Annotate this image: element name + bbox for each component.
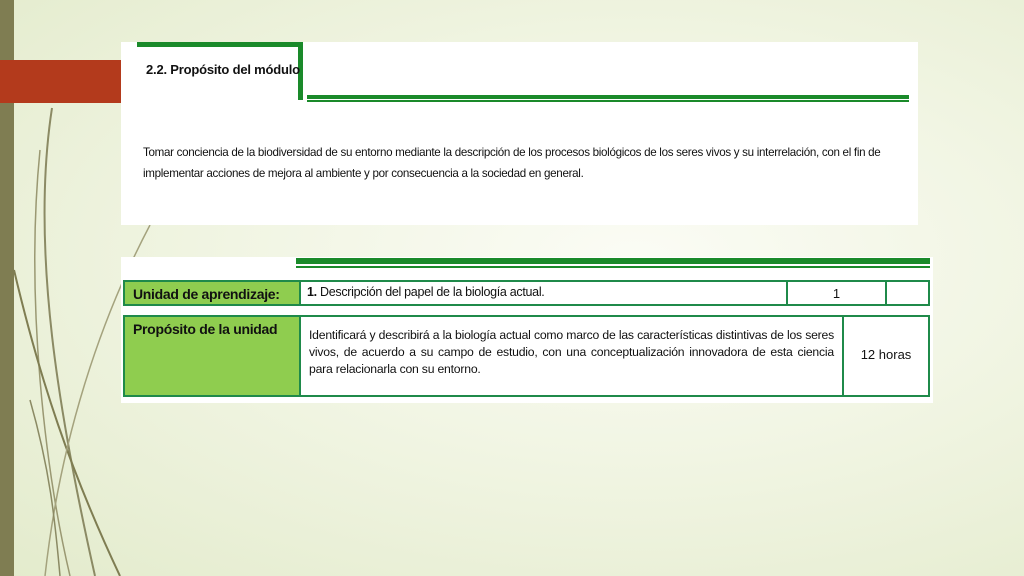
unit-table-panel	[121, 257, 933, 403]
unit-purpose-label: Propósito de la unidad	[125, 317, 301, 395]
unit-hours: 12 horas	[860, 347, 912, 362]
unit-row	[123, 280, 930, 306]
unit-name-cell	[301, 282, 788, 304]
unit-purpose-text: Identificará y describirá a la biología actual como marco de las características distintivas de los seres vivos, de acuerdo a su campo de estudio, con una conceptualización innovadora de esta ciencia para relacionarla con su entorno.	[301, 317, 844, 395]
heading-rule	[307, 95, 909, 99]
unit-name: Descripción del papel de la biología actual.	[320, 285, 545, 299]
table-top-rule	[296, 258, 930, 264]
slide-marker	[0, 60, 122, 103]
empty-cell	[887, 282, 928, 304]
unit-purpose-row	[123, 315, 930, 397]
table-top-rule-thin	[296, 266, 930, 268]
module-purpose-panel	[121, 42, 918, 225]
module-purpose-text: Tomar conciencia de la biodiversidad de su entorno mediante la descripción de los procesos biológicos de los seres vivos y su interrelación, con el fin de implementar acciones de mejora al ambiente y por consecuencia a la sociedad en general.	[143, 146, 881, 180]
heading-rule-thin	[307, 100, 909, 102]
unit-label: Unidad de aprendizaje:	[125, 282, 301, 304]
unit-count: 1	[788, 282, 887, 304]
module-purpose-heading: 2.2. Propósito del módulo	[146, 62, 300, 77]
unit-number: 1.	[307, 285, 317, 299]
